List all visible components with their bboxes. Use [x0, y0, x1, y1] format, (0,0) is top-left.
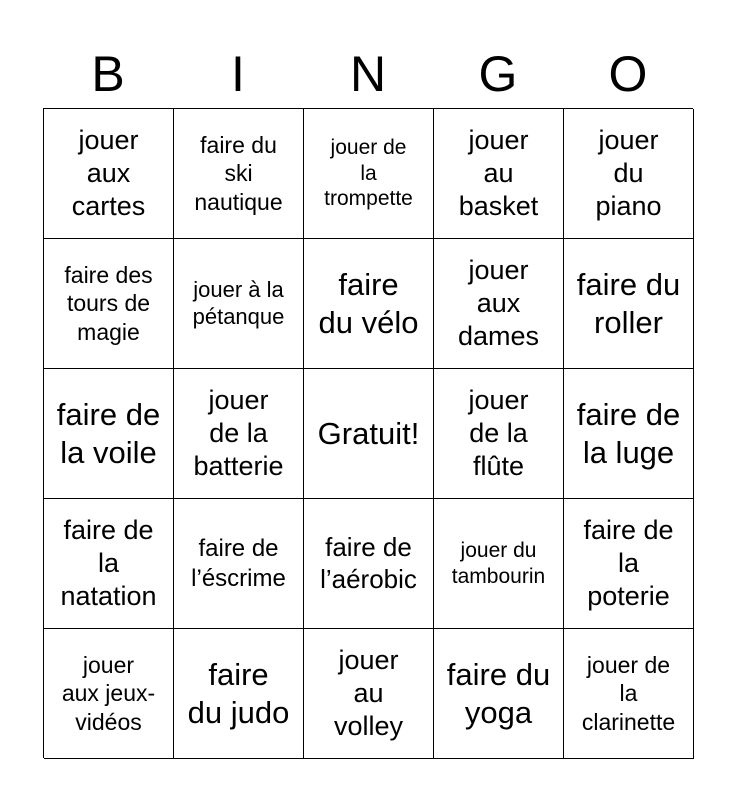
- bingo-cell: faire de la luge: [564, 369, 694, 499]
- bingo-free-space: Gratuit!: [304, 369, 434, 499]
- bingo-cell: jouer de la clarinette: [564, 629, 694, 759]
- bingo-cell: jouer de la trompette: [304, 109, 434, 239]
- bingo-cell: faire de la voile: [44, 369, 174, 499]
- header-letter-n: N: [349, 46, 387, 102]
- bingo-cell: jouer du tambourin: [434, 499, 564, 629]
- bingo-cell: faire du judo: [174, 629, 304, 759]
- bingo-cell: jouer à la pétanque: [174, 239, 304, 369]
- bingo-cell: faire de la natation: [44, 499, 174, 629]
- bingo-cell: faire du ski nautique: [174, 109, 304, 239]
- header-letter-g: G: [478, 46, 518, 102]
- header-letter-b: B: [91, 46, 125, 102]
- bingo-cell: jouer de la flûte: [434, 369, 564, 499]
- bingo-cell: jouer au volley: [304, 629, 434, 759]
- bingo-cell: faire de l’éscrime: [174, 499, 304, 629]
- bingo-cell: faire des tours de magie: [44, 239, 174, 369]
- bingo-cell: faire du vélo: [304, 239, 434, 369]
- bingo-cell: jouer aux dames: [434, 239, 564, 369]
- bingo-cell: jouer de la batterie: [174, 369, 304, 499]
- bingo-cell: jouer au basket: [434, 109, 564, 239]
- bingo-board: [43, 108, 693, 758]
- bingo-cell: faire du yoga: [434, 629, 564, 759]
- bingo-cell: jouer aux cartes: [44, 109, 174, 239]
- bingo-cell: faire du roller: [564, 239, 694, 369]
- header-letter-i: I: [231, 46, 245, 102]
- bingo-cell: faire de la poterie: [564, 499, 694, 629]
- bingo-cell: jouer aux jeux- vidéos: [44, 629, 174, 759]
- bingo-cell: jouer du piano: [564, 109, 694, 239]
- bingo-header: [43, 40, 693, 108]
- header-letter-o: O: [608, 46, 648, 102]
- bingo-cell: faire de l’aérobic: [304, 499, 434, 629]
